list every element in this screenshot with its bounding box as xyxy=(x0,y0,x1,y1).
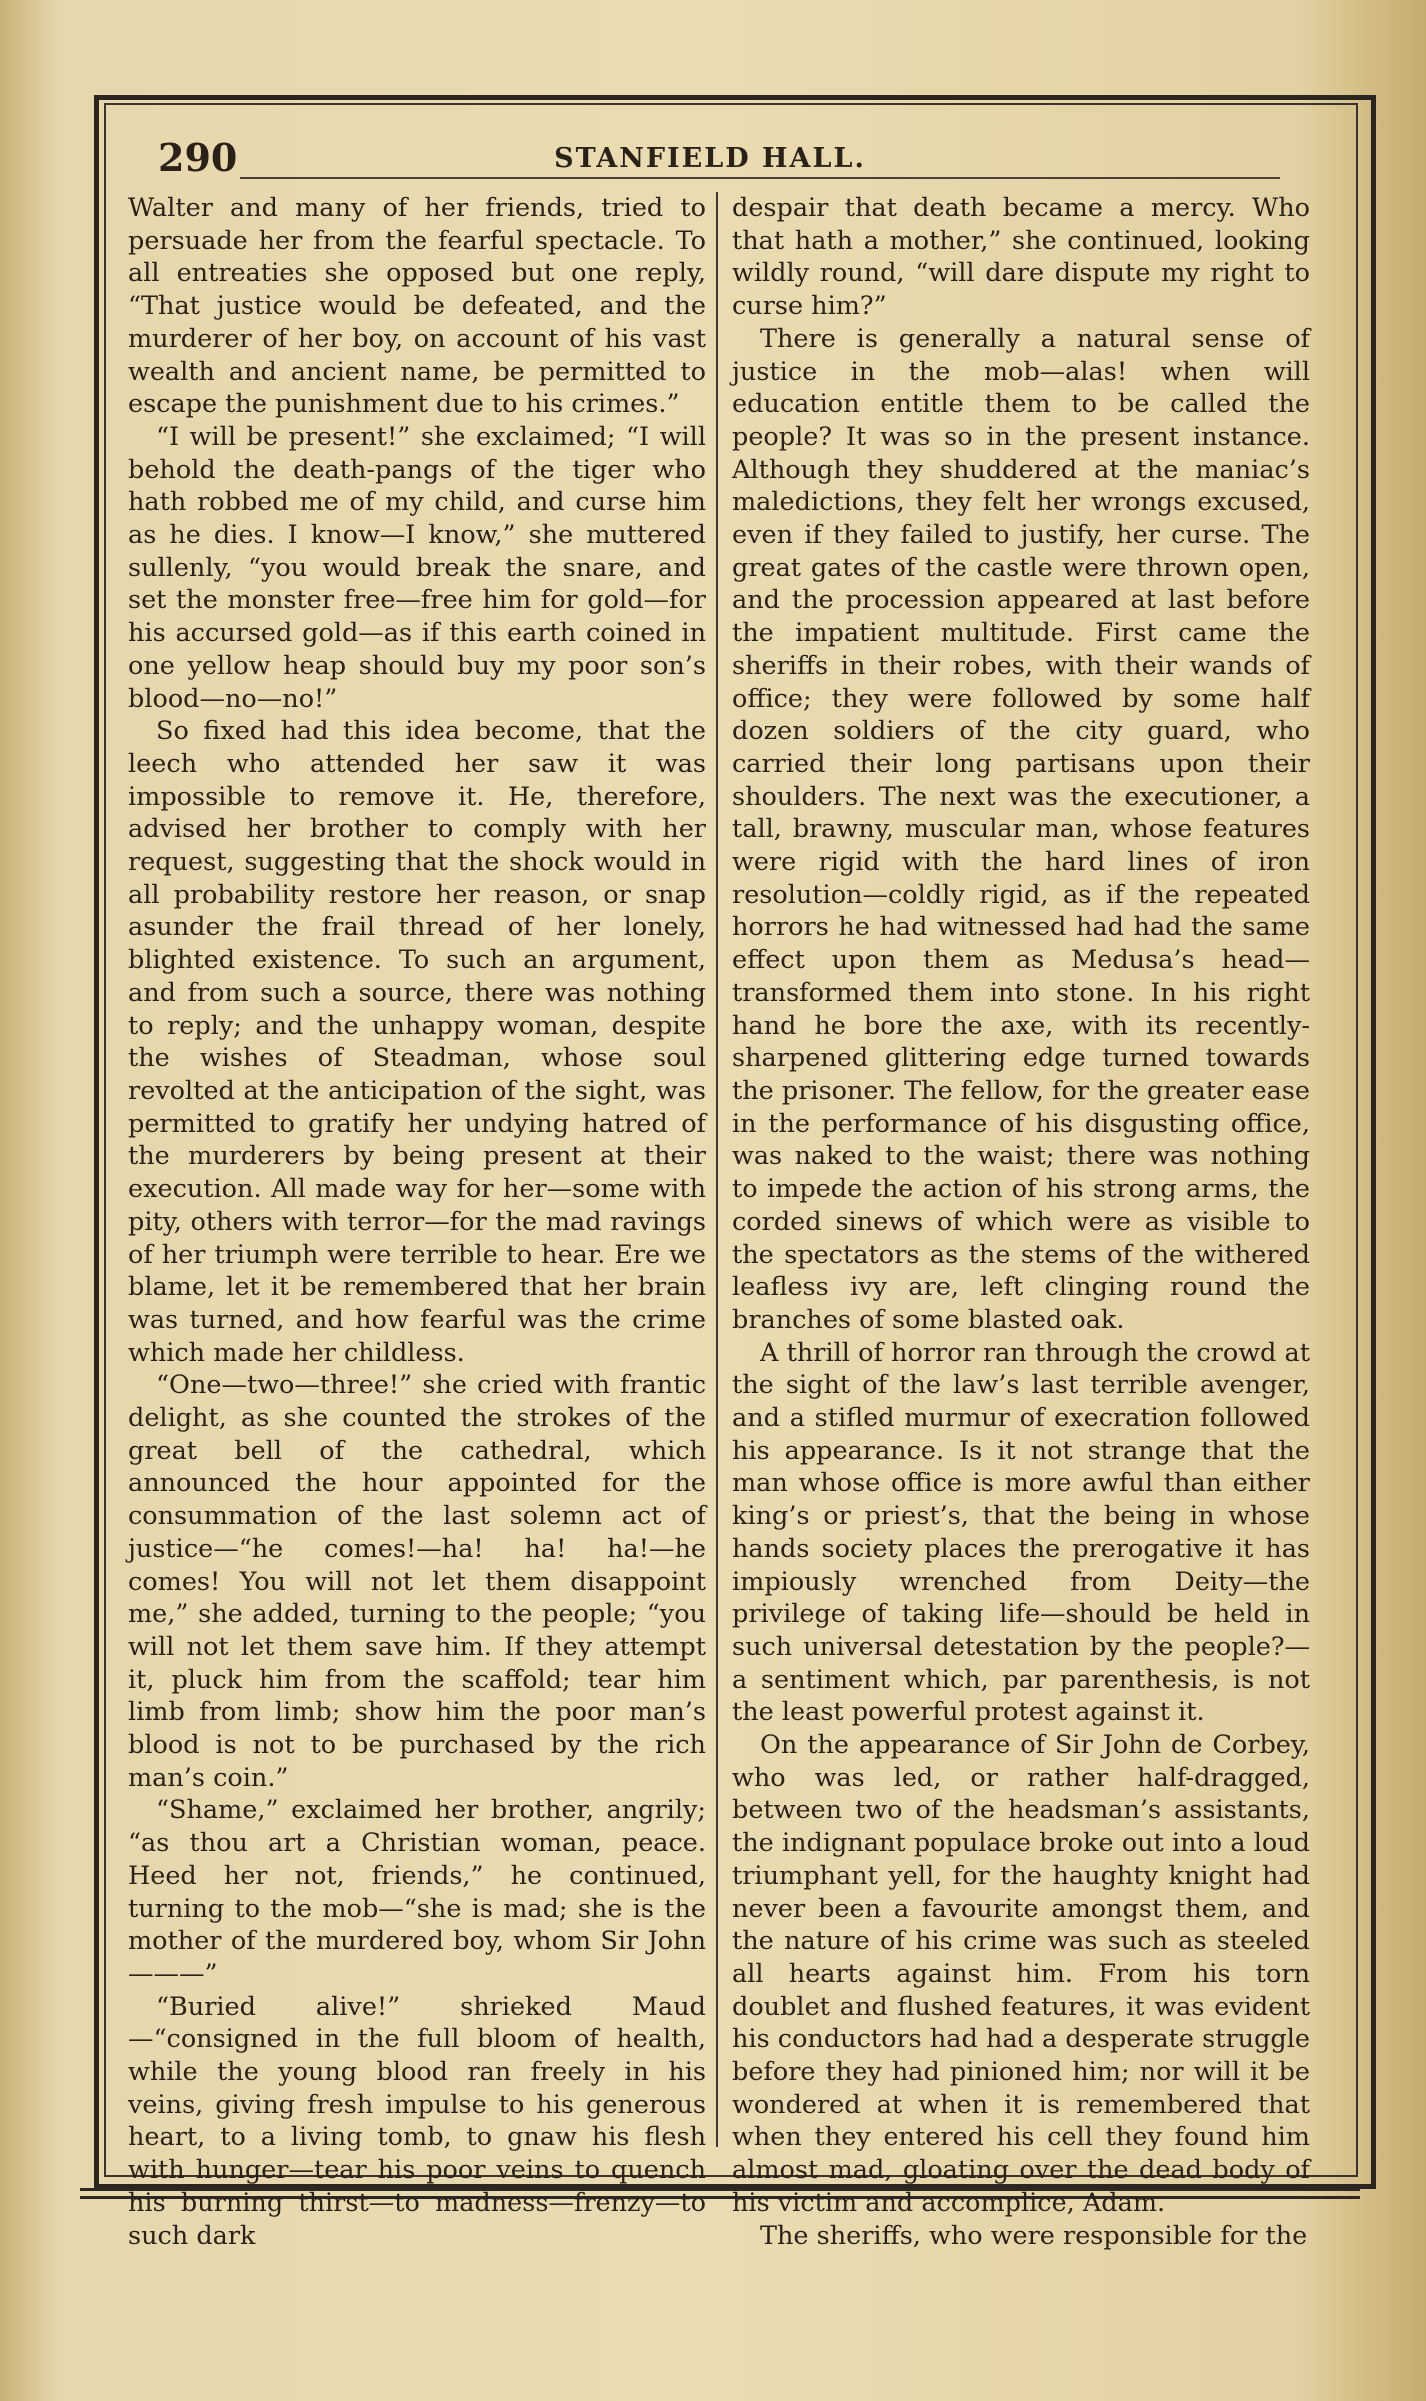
paragraph: So fixed had this idea become, that the leech who attended her saw it was impossible to remove it. He, therefore, advised her brother to comply with her request, suggesting that the shock would in all probability restore her reason, or snap asunder the frail thread of her lonely, blighted existence. To such an argument, and from such a source, there was nothing to reply; and the unhappy woman, despite the wishes of Steadman, whose soul revolted at the anticipation of the sight, was permitted to gratify her undying hatred of the murderers by being present at their execution. All made way for her—some with pity, others with terror—for the mad ravings of her triumph were terrible to hear. Ere we blame, let it be remembered that her brain was turned, and how fearful was the crime which made her childless. xyxy=(128,716,706,1368)
paragraph: “Shame,” exclaimed her brother, angrily; “as thou art a Christian woman, peace. Heed her not, friends,” he continued, turning to the mob—“she is mad; she is the mother of the murdered boy, whom Sir John———” xyxy=(128,1795,706,1989)
paragraph: despair that death became a mercy. Who that hath a mother,” she continued, looking wildly round, “will dare dispute my right to curse him?” xyxy=(732,193,1310,322)
paragraph: There is generally a natural sense of justice in the mob—alas! when will education entitle them to be called the people? It was so in the present instance. Although they shuddered at the maniac’s maledictions, they felt her wrongs excused, even if they failed to justify, her curse. The great gates of the castle were thrown open, and the procession appeared at last before the impatient multitude. First came the sheriffs in their robes, with their wands of office; they were followed by some half dozen soldiers of the city guard, who carried their long partisans upon their shoulders. The next was the executioner, a tall, brawny, muscular man, whose features were rigid with the hard lines of iron resolution—coldly rigid, as if the repeated horrors he had witnessed had had the same effect upon them as Medusa’s head—transformed them into stone. In his right hand he bore the axe, with its recently-sharpened glittering edge turned towards the prisoner. The fellow, for the greater ease in the performance of his disgusting office, was naked to the waist; there was nothing to impede the action of his strong arms, the corded sinews of which were as visible to the spectators as the stems of the withered leafless ivy are, left clinging round the branches of some blasted oak. xyxy=(732,323,1310,1335)
paragraph: On the appearance of Sir John de Corbey, who was led, or rather half-dragged, between two of the headsman’s assistants, the indignant populace broke out into a loud triumphant yell, for the haughty knight had never been a favourite amongst them, and the nature of his crime was such as steeled all hearts against him. From his torn doublet and flushed features, it was evident his conductors had had a desperate struggle before they had pinioned him; nor will it be wondered at when it is remembered that when they entered his cell they found him almost mad, gloating over the dead body of his victim and accomplice, Adam. xyxy=(732,1730,1310,2218)
header-rule xyxy=(240,177,1280,179)
paragraph: “One—two—three!” she cried with frantic delight, as she counted the strokes of the great bell of the cathedral, which announced the hour appointed for the consummation of the last solemn act of justice—“he comes!—ha! ha! ha!—he comes! You will not let them disappoint me,” she added, turning to the people; “you will not let them save him. If they attempt it, pluck him from the scaffold; tear him limb from limb; show him the poor man’s blood is not to be purchased by the rich man’s coin.” xyxy=(128,1370,706,1793)
paragraph: “I will be present!” she exclaimed; “I will behold the death-pangs of the tiger who hath robbed me of my child, and curse him as he dies. I know—I know,” she muttered sullenly, “you would break the snare, and set the monster free—free him for gold—for his accursed gold—as if this earth coined in one yellow heap should buy my poor son’s blood—no—no!” xyxy=(128,421,706,714)
paragraph: A thrill of horror ran through the crowd at the sight of the law’s last terrible avenger, and a stifled murmur of execration followed his appearance. Is it not strange that the man whose office is more awful than either king’s or priest’s, that the being in whose hands society places the prerogative it has impiously wrenched from Deity—the privilege of taking life—should be held in such universal detestation by the people?—a sentiment which, par parenthesis, is not the least powerful protest against it. xyxy=(732,1337,1310,1728)
paragraph: The sheriffs, who were responsible for the xyxy=(760,2220,1308,2251)
column-divider xyxy=(716,192,718,2147)
paragraph: Walter and many of her friends, tried to persuade her from the fearful spectacle. To all entreaties she opposed but one reply, “That justice would be defeated, and the murderer of her boy, on account of his vast wealth and ancient name, be permitted to escape the punishment due to his crimes.” xyxy=(128,193,706,420)
page-number: 290 xyxy=(158,135,238,180)
running-title: STANFIELD HALL. xyxy=(554,143,866,174)
left-column xyxy=(128,192,706,2251)
page-header xyxy=(140,135,1280,185)
paragraph: “Buried alive!” shrieked Maud—“consigned in the full bloom of health, while the young blood ran freely in his veins, giving fresh impulse to his generous heart, to a living tomb, to gnaw his flesh with hunger—tear his poor veins to quench his burning thirst—to madness—frenzy—to such dark xyxy=(128,1991,706,2251)
right-column xyxy=(732,192,1310,2251)
